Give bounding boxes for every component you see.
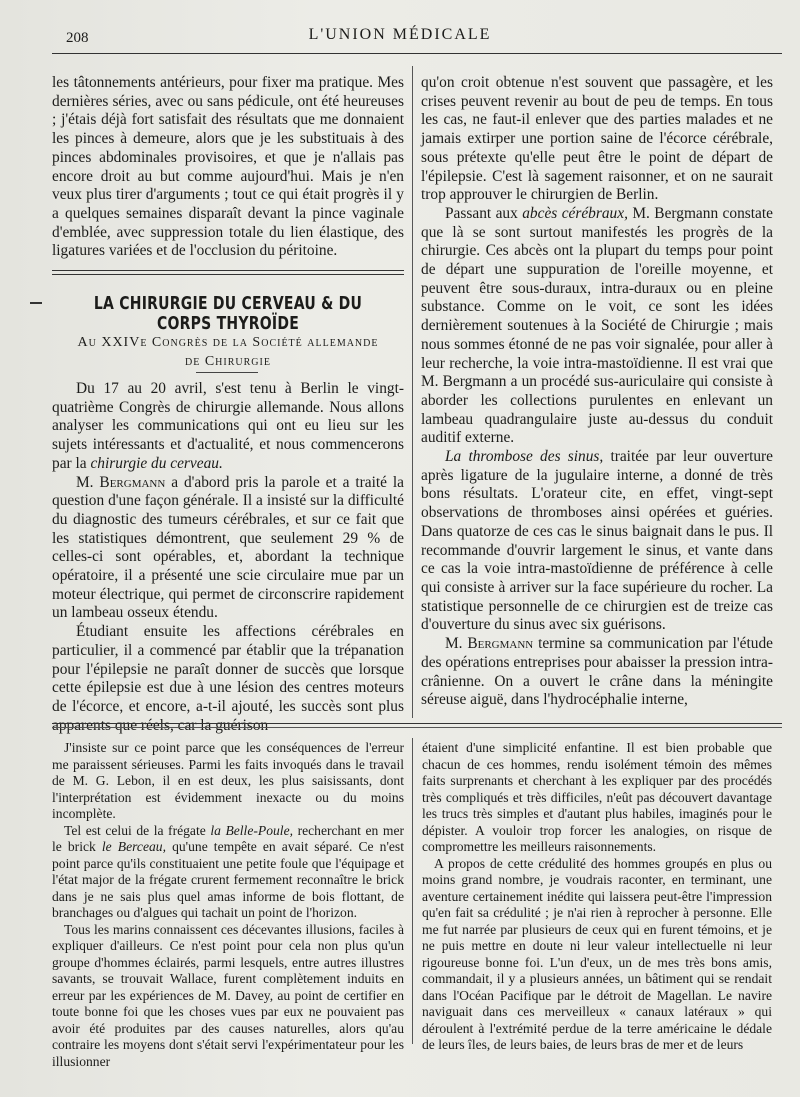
subhead-rule [196, 372, 258, 373]
left-top-paragraph: les tâtonnements antérieurs, pour fixer ma pratique. Mes dernières séries, avec ou sans pédicule, ont été heureuses ; j'étais déjà fort satisfait des résultats que me donnaient les pinces à demeure, alors que je les substituais à des pinces abdominales provisoires, et que je n'allais pas encore droit au but comme aujourd'hui. Mais je n'en veux plus tirer d'arguments ; tout ce qui était progrès il y a quelques semaines disparaît devant la pince vaginale d'emblée, avec suppression totale du lien élastique, des ligatures variées et de l'occlusion du péritoine. [52, 74, 404, 260]
right-paragraph-4: M. Bergmann termine sa communication par l'étude des opérations entreprises pour abaisser la pression intra-crânienne. On a ouvert le crâne dans la méningite séreuse aiguë, dans l'hydrocéphalie interne, [421, 635, 773, 709]
footnote-left-paragraph-1: J'insiste sur ce point parce que les conséquences de l'erreur me paraissent sérieuses. Parmi les faits invoqués dans le travail de M. G. Lebon, il en est deux, les plus saisissants, dont l'interprétation est évidemment inexacte ou du moins incomplète. [52, 740, 404, 821]
footnote-left-paragraph-2: Tel est celui de la frégate la Belle-Poule, recherchant en mer le brick le Berceau, qu'une tempête en avait séparé. Ce n'est point parce qu'ils constituaient une petite foule que l'équipage et l'état major de la frégate crurent fermement reconnaître le brick dans je ne sais plus quel amas informe de bois flottant, de branchages ou d'algues qui tachait un point de l'horizon. [52, 822, 405, 920]
footnote-right-column [422, 740, 772, 1054]
column-divider [412, 66, 413, 718]
article-paragraph-2: M. Bergmann a d'abord pris la parole et a traité la question d'une façon générale. Il a insisté sur la difficulté du diagnostic des tumeurs cérébrales, et sur ce fait que les statistiques démontrent, que seulement 29 % de celles-ci sont opérables, et, abordant la technique opératoire, il a présenté une scie circulaire mue par un moteur électrique, qui permet de circonscrire rapidement un lambeau osseux étendu. [52, 473, 404, 622]
right-column [421, 74, 773, 710]
footnote-left-column [52, 740, 404, 1070]
page-number: 208 [66, 30, 89, 46]
article-paragraph-1: Du 17 au 20 avril, s'est tenu à Berlin le vingt-quatrième Congrès de chirurgie allemande. Nous allons analyser les communications qui ont eu lieu sur les sujets intéressants et d'actualité, et nous commencerons par la chirurgie du cerveau. [52, 380, 404, 472]
article-headline: LA CHIRURGIE DU CERVEAU & DU CORPS THYROÏDE [93, 294, 363, 334]
margin-dash [30, 302, 42, 304]
subhead-line-2: de Chirurgie [185, 354, 271, 369]
article-paragraph-3: Étudiant ensuite les affections cérébrales en particulier, il a commencé par établir que la trépanation pour l'épilepsie ne paraît donner de succès que lorsque cette épilepsie est due à une lésion des centres moteurs de l'écorce, et encore, a-t-il ajouté, les succès sont plus apparents que réels, car la guérison [52, 623, 404, 734]
footnote-right-paragraph-1: étaient d'une simplicité enfantine. Il est bien probable que chacun de ces hommes, rendu isolément témoin des mêmes faits surprenants et cherchant à les expliquer par des procédés très compliqués et très difficiles, n'eût pas découvert davantage les trucs très simples et d'autant plus habiles, imaginés pour le dépister. A vouloir trop forcer les analogies, on risque de compromettre les meilleurs raisonnements. [422, 740, 772, 854]
header-rule [52, 53, 782, 54]
subhead-line-1: Au XXIVe Congrès de la Société allemande [77, 335, 379, 350]
footnote-right-paragraph-2: A propos de cette crédulité des hommes groupés en plus ou moins grand nombre, je voudrais raconter, en terminant, une aventure certainement inédite qui laissera peut-être l'impression qu'en fait sa crédulité ; je n'ai rien à reprocher à personne. Elle me fut narrée par plusieurs de ceux qui en furent témoins, et je ne puis mettre en doute ni leur valeur intellectuelle ni leur rigoureuse bonne foi. L'un d'eux, un de mes très bons amis, commandait, il y a plusieurs années, un bâtiment qui se rendait dans l'Océan Pacifique par le détroit de Magellan. Le navire naviguait dans ces merveilleux « canaux latéraux » qui déroulent à l'extrémité perdue de la terre américaine le dédale de leurs îles, de leurs baies, de leurs bras de mer et de leurs [422, 855, 772, 1052]
article-subhead [52, 333, 404, 371]
right-paragraph-2: Passant aux abcès cérébraux, M. Bergmann constate que là se sont surtout manifestés les progrès de la chirurgie. Ces abcès ont la plupart du temps pour point de départ une suppuration de l'oreille moyenne, et peuvent être sous-duraux, intra-duraux ou en pleine substance. Comme on le voit, ce sont les idées dernièrement soutenues à la Société de Chirurgie ; mais nous sommes étonné de ne pas voir signalée, pour aller à leur recherche, la voie intra-mastoïdienne. Il est vrai que M. Bergmann a un procédé sus-auriculaire qui consiste à aborder les collections purulentes en enlevant un lambeau quadrangulaire juste au-dessus du conduit auditif externe. [421, 204, 773, 447]
footnote-left-paragraph-3: Tous les marins connaissent ces décevantes illusions, faciles à expliquer d'ailleurs. Ce n'est point pour cela non plus qu'un groupe d'hommes éclairés, parmi lesquels, entre autres illustres savants, se trouvait Wallace, furent complètement induits en erreur par les expériences de M. Davey, au point de certifier en toute bonne foi que les choses vues par eux ne pouvaient pas avoir été produites par des causes naturelles, alors qu'au contraire les moyens dont s'était servi l'expérimentateur pour les illusionner [52, 921, 404, 1069]
headline-rule-top [52, 270, 404, 275]
left-column-article [52, 380, 404, 735]
left-column-top [52, 74, 404, 261]
right-paragraph-3: La thrombose des sinus, traitée par leur ouverture après ligature de la jugulaire interne, a donné de très bons résultats. L'orateur cite, en effet, vingt-sept observations de thromboses ainsi opérées et guéries. Dans quatorze de ces cas le sinus baignait dans le pus. Il recommande d'ouvrir largement le sinus, et vante dans ce cas la voie intra-mastoïdienne de préférence à celle qui consiste à arriver sur la face supérieure du rocher. La statistique personnelle de ce chirurgien est de treize cas d'ouverture du sinus avec six guérisons. [421, 448, 773, 634]
footnote-column-divider [412, 738, 413, 1044]
footnote-separator [52, 723, 782, 728]
journal-title: L'UNION MÉDICALE [308, 26, 492, 43]
right-paragraph-1: qu'on croit obtenue n'est souvent que passagère, et les crises peuvent revenir au bout de peu de temps. En tous les cas, ne faut-il enlever que des parties malades et ne jamais extirper une portion saine de l'écorce cérébrale, sous prétexte qu'elle peut être le point de départ de l'épilepsie. C'est là sagement raisonner, et on ne saurait trop approuver le chirurgien de Berlin. [421, 74, 773, 204]
